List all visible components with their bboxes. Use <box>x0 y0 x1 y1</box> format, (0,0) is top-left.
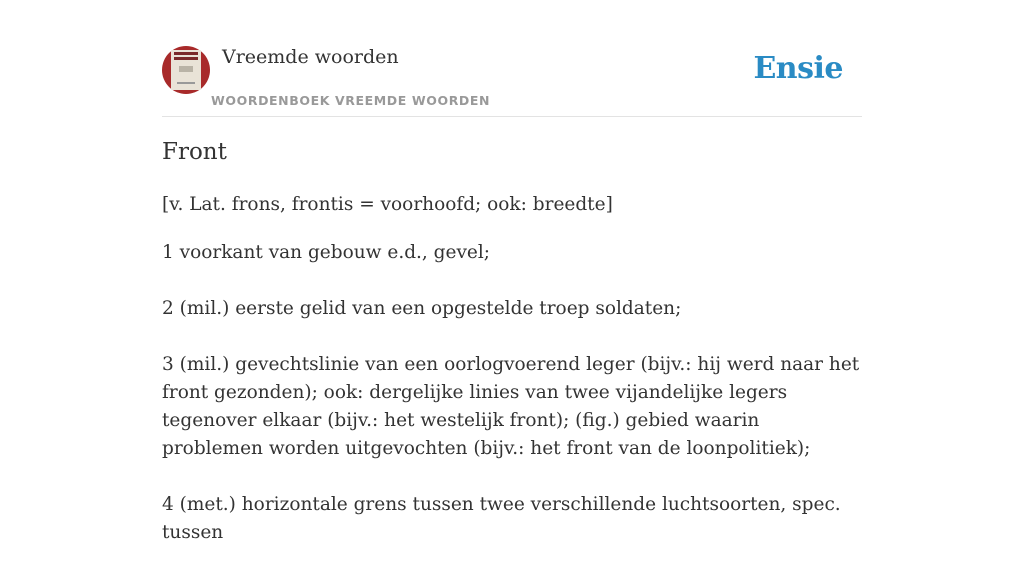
definition-list <box>162 239 862 575</box>
book-cover-title-line <box>174 57 198 60</box>
ensie-logo-link[interactable]: Ensie <box>753 51 843 86</box>
definition-item: 2 (mil.) eerste gelid van een opgestelde troep soldaten; <box>162 298 682 319</box>
entry-etymology: [v. Lat. frons, frontis = voorhoofd; ook: breedte] <box>162 194 613 215</box>
book-cover-title-line <box>174 52 198 55</box>
entry-headword: Front <box>162 139 227 165</box>
book-cover-inner <box>171 50 201 90</box>
definition-item: 4 (met.) horizontale grens tussen twee verschillende luchtsoorten, spec. tussen <box>162 494 841 543</box>
book-cover-illustration <box>179 66 193 72</box>
source-header <box>162 0 862 117</box>
page <box>162 0 862 543</box>
book-cover-icon[interactable] <box>162 46 210 94</box>
source-subtitle: WOORDENBOEK VREEMDE WOORDEN <box>211 93 491 108</box>
definition-item: 1 voorkant van gebouw e.d., gevel; <box>162 242 491 263</box>
definition-item: 3 (mil.) gevechtslinie van een oorlogvoerend leger (bijv.: hij werd naar het front gezonden); ook: dergelijke linies van twee vijandelijke legers tegenover elkaar (bijv.: het westelijk front); (fig.) gebied waarin problemen worden uitgevochten (bijv.: het front van de loonpolitiek); <box>162 354 860 459</box>
source-title-link[interactable]: Vreemde woorden <box>222 46 399 68</box>
book-cover-footer-line <box>177 82 195 84</box>
